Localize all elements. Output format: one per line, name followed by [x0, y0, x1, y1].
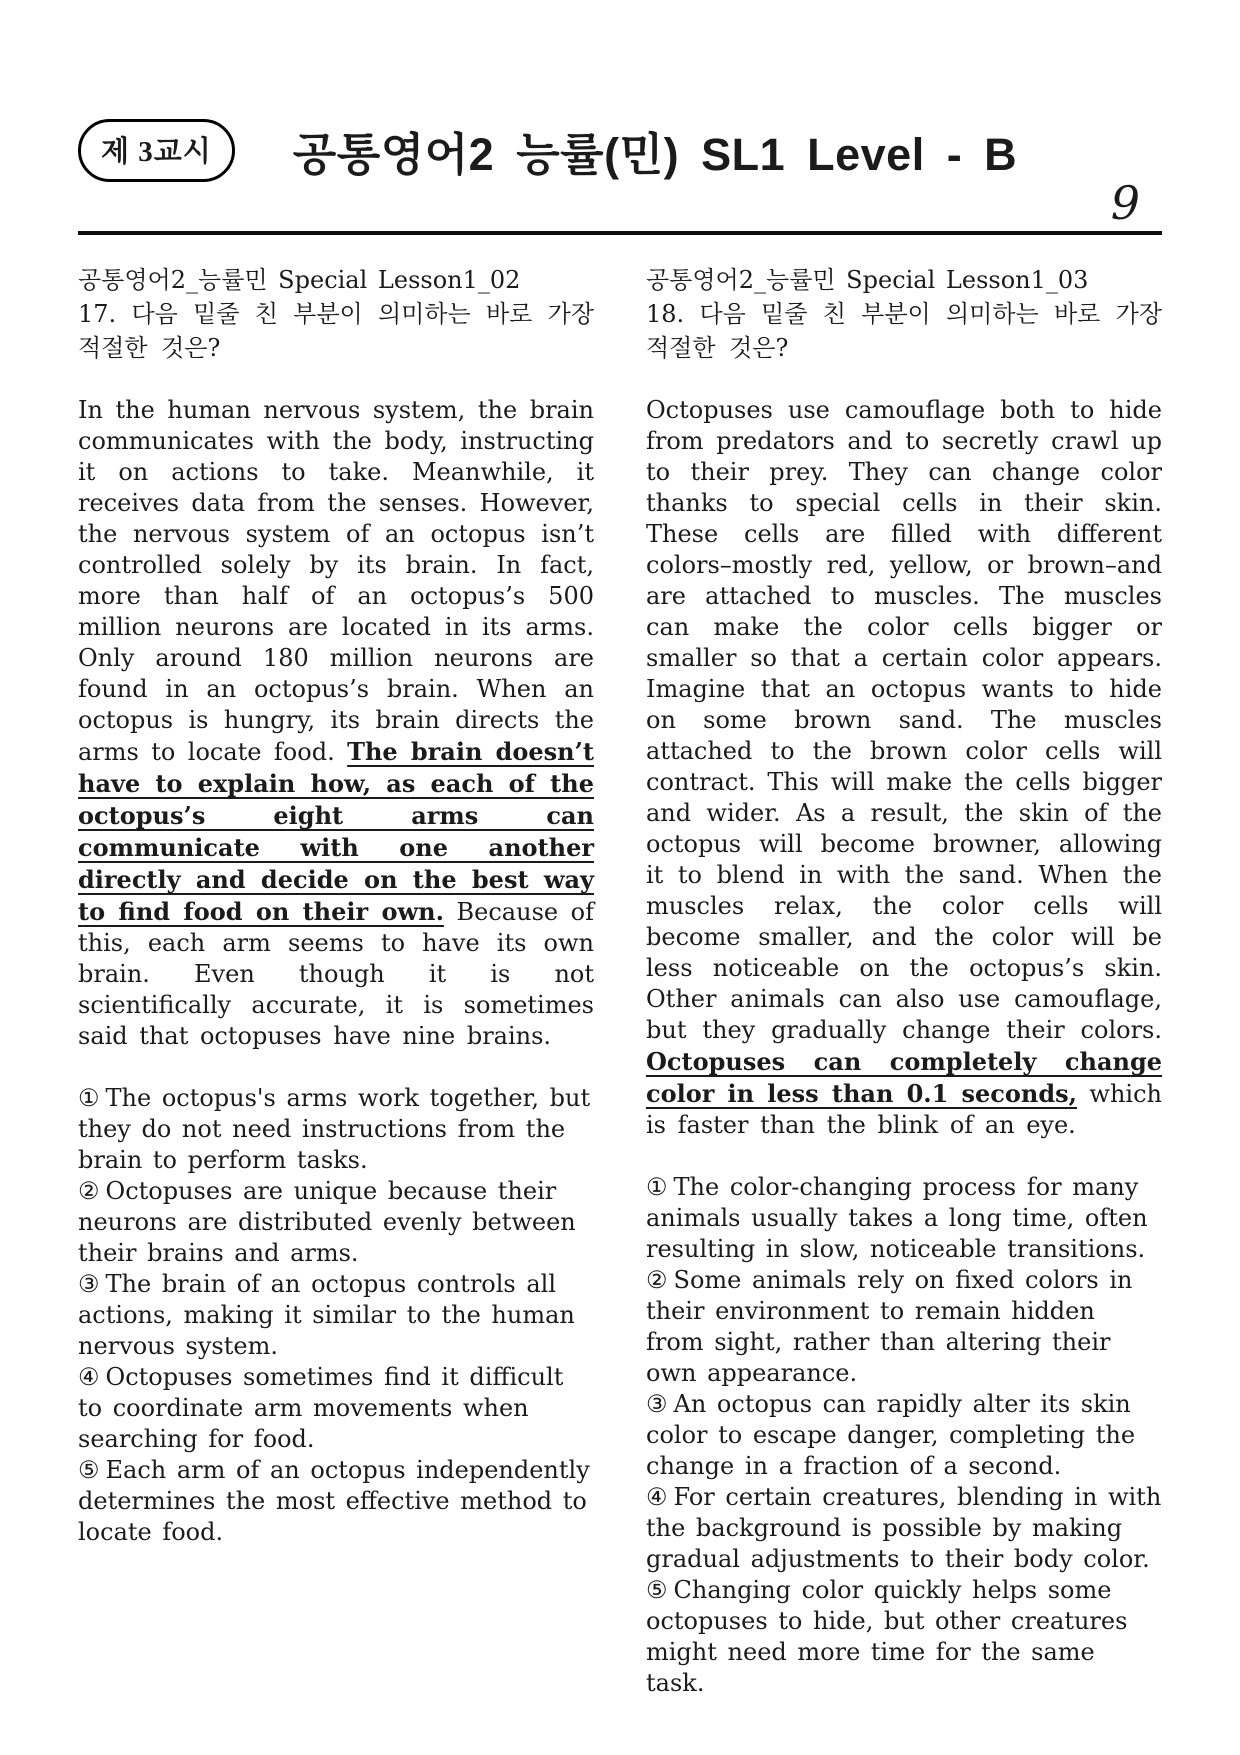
- choice-3-marker: ③: [78, 1270, 100, 1298]
- period-badge: [78, 119, 235, 182]
- header-row: [78, 0, 1162, 183]
- passage-text-before: Octopuses use camouflage both to hide from predators and to secretly crawl up to their prey. They can change color thanks to special cells in their skin. These cells are filled with different colors–mostly red, yellow, or brown–and are attached to muscles. The muscles can make the color cells bigger or smaller so that a certain color appears. Imagine that an octopus wants to hide on some brown sand. The muscles attached to the brown color cells will contract. This will make the cells bigger and wider. As a result, the skin of the octopus will become browner, allowing it to blend in with the sand. When the muscles relax, the color cells will become smaller, and the color will be less noticeable on the octopus’s skin. Other animals can also use camouflage, but they gradually change their colors.: [646, 396, 1162, 1044]
- header-divider: [78, 231, 1162, 235]
- choice-list: [646, 1172, 1162, 1699]
- question-17-column: [78, 263, 594, 1699]
- choice-1-text: The octopus's arms work together, but they do not need instructions from the brain to perform tasks.: [78, 1084, 591, 1174]
- choice-1: [78, 1083, 594, 1176]
- choice-2-marker: ②: [646, 1266, 668, 1294]
- passage-text-before: In the human nervous system, the brain communicates with the body, instructing it on actions to take. Meanwhile, it receives data from the senses. However, the nervous system of an octopus isn’t controlled solely by its brain. In fact, more than half of an octopus’s 500 million neurons are located in its arms. Only around 180 million neurons are found in an octopus’s brain. When an octopus is hungry, its brain directs the arms to locate food.: [78, 396, 594, 766]
- question-number: 18.: [646, 300, 685, 328]
- choice-list: [78, 1083, 594, 1548]
- choice-5-marker: ⑤: [646, 1576, 668, 1604]
- choice-1-marker: ①: [646, 1173, 668, 1201]
- choice-3-text: An octopus can rapidly alter its skin color to escape danger, completing the change in a fraction of a second.: [646, 1390, 1136, 1480]
- choice-1-marker: ①: [78, 1084, 100, 1112]
- choice-2: [78, 1176, 594, 1269]
- underlined-phrase: Octopuses can completely change color in less than 0.1 seconds,: [646, 1047, 1162, 1108]
- choice-5: [646, 1575, 1162, 1699]
- choice-3: [78, 1269, 594, 1362]
- reading-passage: [646, 395, 1162, 1141]
- passage-text-after: Because of this, each arm seems to have its own brain. Even though it is not scientifically accurate, it is sometimes said that octopuses have nine brains.: [78, 898, 594, 1050]
- choice-4: [646, 1482, 1162, 1575]
- choice-1: [646, 1172, 1162, 1265]
- choice-3-text: The brain of an octopus controls all actions, making it similar to the human nervous system.: [78, 1270, 575, 1360]
- choice-5: [78, 1455, 594, 1548]
- question-prompt-text: 다음 밑줄 친 부분이 의미하는 바로 가장 적절한 것은?: [78, 300, 594, 362]
- underlined-phrase: The brain doesn’t have to explain how, as each of the octopus’s eight arms can communicate with one another directly and decide on the best way to find food on their own.: [78, 737, 594, 926]
- choice-2-marker: ②: [78, 1177, 100, 1205]
- page-title: 공통영어2 능률(민) SL1 Level - B: [292, 129, 1018, 180]
- choice-2-text: Octopuses are unique because their neurons are distributed evenly between their brains and arms.: [78, 1177, 576, 1267]
- choice-4-marker: ④: [646, 1483, 668, 1511]
- lesson-source-line: 공통영어2_능률민 Special Lesson1_03: [646, 266, 1089, 294]
- choice-5-text: Each arm of an octopus independently determines the most effective method to locate food.: [78, 1456, 590, 1546]
- question-number: 17.: [78, 300, 117, 328]
- choice-4: [78, 1362, 594, 1455]
- choice-4-marker: ④: [78, 1363, 100, 1391]
- question-18-column: [646, 263, 1162, 1699]
- question-prompt: [78, 297, 594, 365]
- choice-3: [646, 1389, 1162, 1482]
- page-header: [78, 0, 1162, 235]
- choice-2-text: Some animals rely on fixed colors in their environment to remain hidden from sight, rather than altering their own appearance.: [646, 1266, 1133, 1387]
- choice-5-marker: ⑤: [78, 1456, 100, 1484]
- period-badge-label: 제 3교시: [101, 136, 212, 168]
- choice-5-text: Changing color quickly helps some octopuses to hide, but other creatures might need more time for the same task.: [646, 1576, 1128, 1697]
- choice-4-text: Octopuses sometimes find it difficult to coordinate arm movements when searching for food.: [78, 1363, 564, 1453]
- choice-4-text: For certain creatures, blending in with the background is possible by making gradual adjustments to their body color.: [646, 1483, 1162, 1573]
- question-prompt-text: 다음 밑줄 친 부분이 의미하는 바로 가장 적절한 것은?: [646, 300, 1162, 362]
- lesson-source-line: 공통영어2_능률민 Special Lesson1_02: [78, 266, 521, 294]
- page-number: 9: [1110, 176, 1140, 230]
- question-prompt: [646, 297, 1162, 365]
- passage-text-after: which is faster than the blink of an eye.: [646, 1080, 1162, 1139]
- reading-passage: [78, 395, 594, 1052]
- choice-2: [646, 1265, 1162, 1389]
- choice-1-text: The color-changing process for many animals usually takes a long time, often resulting in slow, noticeable transitions.: [646, 1173, 1148, 1263]
- content-columns: [78, 263, 1162, 1699]
- choice-3-marker: ③: [646, 1390, 668, 1418]
